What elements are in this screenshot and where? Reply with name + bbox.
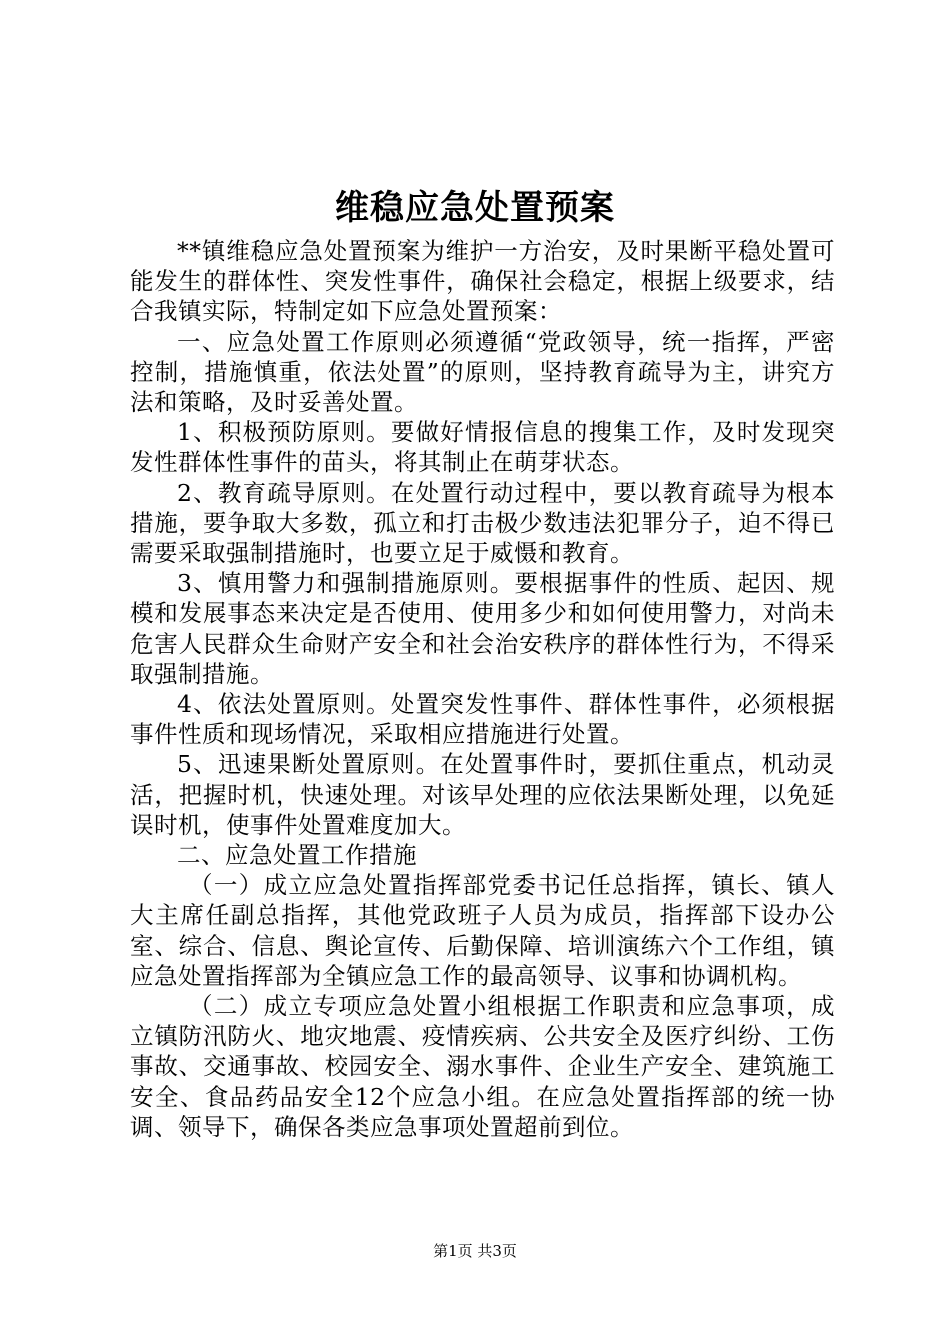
principle-3-paragraph: 3、慎用警力和强制措施原则。要根据事件的性质、起因、规模和发展事态来决定是否使用、使用多少和如何使用警力，对尚未危害人民群众生命财产安全和社会治安秩序的群体性行为，不得采取强制措施。	[130, 569, 835, 688]
page-footer: 第1页 共3页	[433, 1242, 517, 1260]
principle-5-paragraph: 5、迅速果断处置原则。在处置事件时，要抓住重点，机动灵活，把握时机，快速处理。对该早处理的应依法果断处理，以免延误时机，使事件处置难度加大。	[130, 750, 835, 839]
principle-2-paragraph: 2、教育疏导原则。在处置行动过程中，要以教育疏导为根本措施，要争取大多数，孤立和打击极少数违法犯罪分子，迫不得已需要采取强制措施时，也要立足于威慑和教育。	[130, 478, 835, 568]
document-title: 维稳应急处置预案	[335, 188, 615, 228]
document-body	[130, 236, 835, 1142]
section-one-principles: 一、应急处置工作原则必须遵循“党政领导，统一指挥，严密控制，措施慎重，依法处置”的原则，坚持教育疏导为主，讲究方法和策略，及时妥善处置。	[130, 327, 835, 417]
measure-2-paragraph: （二）成立专项应急处置小组根据工作职责和应急事项，成立镇防汛防火、地灾地震、疫情疾病、公共安全及医疗纠纷、工伤事故、交通事故、校园安全、溺水事件、企业生产安全、建筑施工安全、食品药品安全12个应急小组。在应急处置指挥部的统一协调、领导下，确保各类应急事项处置超前到位。	[130, 992, 835, 1141]
principle-4-paragraph: 4、依法处置原则。处置突发性事件、群体性事件，必须根据事件性质和现场情况，采取相应措施进行处置。	[130, 690, 835, 749]
measure-1-paragraph: （一）成立应急处置指挥部党委书记任总指挥，镇长、镇人大主席任副总指挥，其他党政班子人员为成员，指挥部下设办公室、综合、信息、舆论宣传、后勤保障、培训演练六个工作组，镇应急处置指挥部为全镇应急工作的最高领导、议事和协调机构。	[130, 871, 835, 990]
section-two-heading: 二、应急处置工作措施	[177, 841, 417, 870]
intro-paragraph: **镇维稳应急处置预案为维护一方治安，及时果断平稳处置可能发生的群体性、突发性事件，确保社会稳定，根据上级要求，结合我镇实际，特制定如下应急处置预案：	[130, 237, 835, 326]
principle-1-paragraph: 1、积极预防原则。要做好情报信息的搜集工作，及时发现突发性群体性事件的苗头，将其制止在萌芽状态。	[130, 418, 835, 477]
